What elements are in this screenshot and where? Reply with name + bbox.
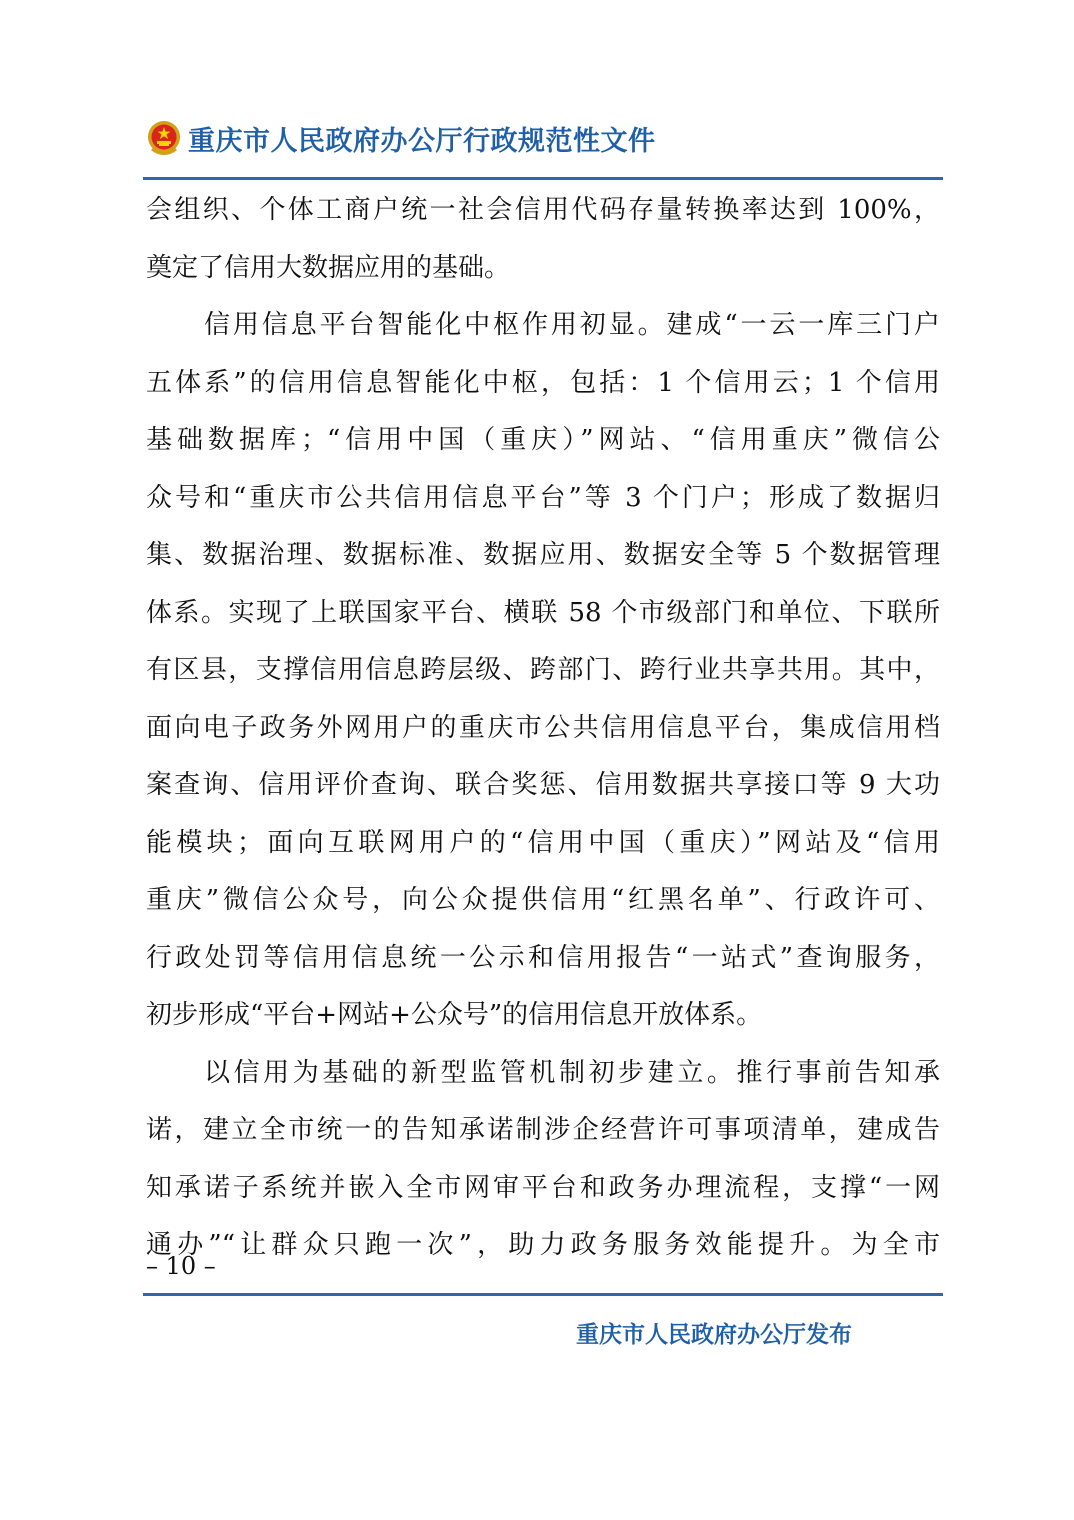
text-line: 信用信息平台智能化中枢作用初显。建成“一云一库三门户 [204,310,940,340]
text-line: 重庆”微信公众号，向公众提供信用“红黑名单”、行政许可、 [146,885,940,915]
footer-divider [143,1293,943,1296]
text-line: 通办”“让群众只跑一次”，助力政务服务效能提升。为全市 [146,1230,940,1260]
publisher-label: 重庆市人民政府办公厅发布 [576,1322,852,1348]
page-number: – 10 – [146,1252,216,1280]
text-line: 诺，建立全市统一的告知承诺制涉企经营许可事项清单，建成告 [146,1115,940,1145]
document-header [146,118,656,158]
text-line: 体系。实现了上联国家平台、横联 58 个市级部门和单位、下联所 [146,597,940,628]
text-line: 面向电子政务外网用户的重庆市公共信用信息平台，集成信用档 [146,712,940,743]
text-line: 有区县，支撑信用信息跨层级、跨部门、跨行业共享共用。其中， [146,655,940,685]
text-line: 集、数据治理、数据标准、数据应用、数据安全等 5 个数据管理 [146,540,940,570]
paragraph [146,297,940,1045]
text-line: 会组织、个体工商户统一社会信用代码存量转换率达到 100%， [146,195,940,225]
header-title: 重庆市人民政府办公厅行政规范性文件 [188,125,656,157]
text-line: 以信用为基础的新型监管机制初步建立。推行事前告知承 [204,1057,940,1088]
paragraph [146,1045,940,1275]
national-emblem-icon [146,118,182,158]
header-divider [143,177,943,180]
text-line: 众号和“重庆市公共信用信息平台”等 3 个门户；形成了数据归 [146,482,940,513]
text-line: 奠定了信用大数据应用的基础。 [146,252,511,283]
paragraph [146,182,940,297]
document-body [146,182,940,1275]
text-line: 初步形成“平台+网站+公众号”的信用信息开放体系。 [146,1000,763,1030]
text-line: 五体系”的信用信息智能化中枢，包括：1 个信用云；1 个信用 [146,367,940,398]
text-line: 能模块；面向互联网用户的“信用中国（重庆）”网站及“信用 [146,827,940,858]
text-line: 知承诺子系统并嵌入全市网审平台和政务办理流程，支撑“一网 [146,1172,940,1203]
text-line: 案查询、信用评价查询、联合奖惩、信用数据共享接口等 9 大功 [146,770,940,800]
text-line: 基础数据库；“信用中国（重庆）”网站、“信用重庆”微信公 [146,425,940,455]
text-line: 行政处罚等信用信息统一公示和信用报告“一站式”查询服务， [146,942,940,973]
